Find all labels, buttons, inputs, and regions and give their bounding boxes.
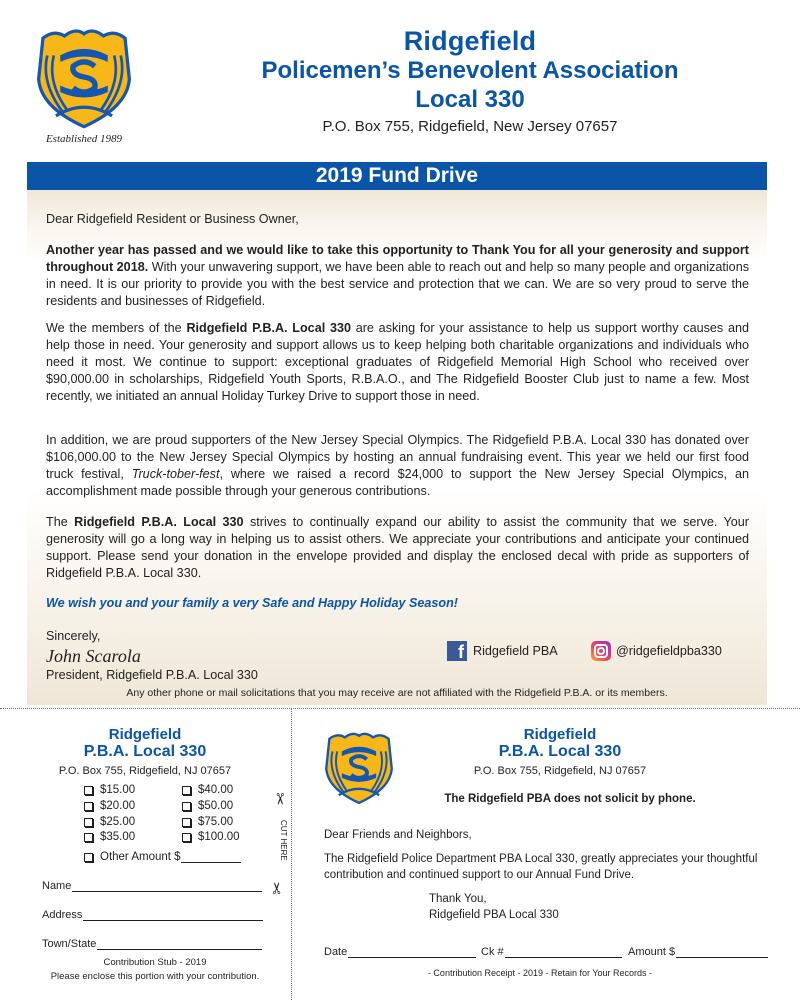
- signer-title: President, Ridgefield P.B.A. Local 330: [46, 668, 258, 682]
- amount-label: $50.00: [198, 800, 234, 812]
- amount-option-25[interactable]: [84, 816, 135, 828]
- pba-shield-badge-icon: [30, 22, 138, 132]
- no-phone-solicit-notice: The Ridgefield PBA does not solicit by phone.: [444, 793, 696, 805]
- cut-line-horizontal: [0, 708, 800, 709]
- town-state-input-line[interactable]: [97, 939, 262, 950]
- stub-title-local: P.B.A. Local 330: [83, 743, 207, 760]
- letter-paragraph-4: [46, 514, 749, 582]
- date-label: Date: [324, 946, 348, 958]
- check-number-field[interactable]: [481, 946, 622, 958]
- town-state-field[interactable]: [42, 938, 262, 950]
- p4-pre: The: [46, 515, 75, 529]
- letter-body: [27, 190, 767, 705]
- amount-option-100[interactable]: [182, 831, 240, 843]
- stub-instruction: Please enclose this portion with your contribution.: [50, 971, 260, 982]
- amount-label: $100.00: [198, 831, 240, 843]
- receipt-signoff: Ridgefield PBA Local 330: [429, 909, 559, 921]
- checkbox[interactable]: [84, 818, 93, 827]
- letter-closing: Sincerely,: [46, 629, 101, 643]
- holiday-wish: We wish you and your family a very Safe and Happy Holiday Season!: [46, 596, 458, 610]
- receipt-caption: - Contribution Receipt - 2019 - Retain for Your Records -: [427, 968, 653, 978]
- amount-option-other[interactable]: [84, 851, 241, 863]
- receipt-body: The Ridgefield Police Department PBA Local 330, greatly appreciates your thoughtful contribution and continued support to our Annual Fund Drive.: [324, 853, 758, 881]
- instagram-label: @ridgefieldpba330: [616, 644, 722, 658]
- scissors-icon: ✂: [270, 792, 288, 806]
- pba-shield-badge-icon: [320, 727, 398, 807]
- org-title-association: Policemen’s Benevolent Association: [261, 57, 679, 84]
- cut-here-label: [275, 820, 289, 870]
- facebook-label: Ridgefield PBA: [473, 644, 558, 658]
- instagram-icon: [591, 641, 611, 661]
- letter-paragraph-3: [46, 432, 749, 500]
- fund-drive-banner: 2019 Fund Drive: [27, 162, 767, 190]
- org-title-name: Ridgefield: [403, 26, 537, 56]
- name-label: Name: [42, 880, 72, 892]
- p2-text: are asking for your assistance to help us support worthy causes and help those in need. Your generosity and support allows us to keep helping both charitable organizations and individuals who need it most. We continue to support: exceptional graduates of Ridgefield Memorial High School who received over $90,000.00 in scholarships, Ridgefield Youth Sports, R.B.A.O., and The Ridgefield Booster Club just to name a few. Most recently, we initiated an annual Holiday Turkey Drive to support those in need.: [46, 321, 749, 403]
- address-input-line[interactable]: [83, 910, 263, 921]
- checkbox[interactable]: [84, 786, 93, 795]
- amount-option-15[interactable]: [84, 784, 135, 796]
- address-label: Address: [42, 909, 83, 921]
- org-address: P.O. Box 755, Ridgefield, New Jersey 07657: [322, 118, 618, 135]
- amount-input-line[interactable]: [676, 947, 768, 958]
- org-title-local: Local 330: [415, 86, 525, 113]
- amount-label: Amount $: [628, 946, 676, 958]
- check-number-input-line[interactable]: [505, 947, 622, 958]
- facebook-link[interactable]: [447, 640, 558, 662]
- p2-bold: Ridgefield P.B.A. Local 330: [186, 321, 351, 335]
- name-field[interactable]: [42, 880, 262, 892]
- p1-text: With your unwavering support, we have been able to reach out and help so many people and organizations in need. It is our priority to provide you with the best service and protection that we can. We are so very proud to serve the residents and businesses of Ridgefield.: [46, 260, 749, 308]
- other-amount-label: Other Amount $: [100, 851, 181, 863]
- amount-label: $15.00: [100, 784, 136, 796]
- p4-bold: Ridgefield P.B.A. Local 330: [74, 515, 244, 529]
- checkbox[interactable]: [182, 786, 191, 795]
- instagram-link[interactable]: [591, 640, 722, 662]
- date-field[interactable]: [324, 946, 476, 958]
- amount-option-20[interactable]: [84, 800, 135, 812]
- amount-label: $20.00: [100, 800, 136, 812]
- stub-address: P.O. Box 755, Ridgefield, NJ 07657: [58, 765, 232, 777]
- p3-pre: In addition, we are proud supporters of the New Jersey Special Olympics. The Ridgefield P.B.A. Local 330 has donated over $106,000.00 to the New Jersey Special Olympics by hosting an annual fundraising event. This year we held our first food truck festival,: [46, 433, 749, 481]
- check-number-label: Ck #: [481, 946, 504, 958]
- checkbox[interactable]: [84, 853, 93, 862]
- letter-salutation: Dear Ridgefield Resident or Business Owner,: [46, 212, 299, 226]
- p1-bold: Another year has passed and we would like to take this opportunity to Thank You for all your generosity and support throughout 2018.: [46, 243, 749, 274]
- checkbox[interactable]: [84, 802, 93, 811]
- receipt-thanks: Thank You,: [429, 893, 487, 905]
- other-amount-field[interactable]: [181, 852, 241, 863]
- amount-option-50[interactable]: [182, 800, 233, 812]
- amount-option-35[interactable]: [84, 831, 135, 843]
- amount-label: $35.00: [100, 831, 136, 843]
- stub-caption: Contribution Stub - 2019: [103, 957, 207, 968]
- p3-italic: Truck-tober-fest: [131, 467, 220, 481]
- checkbox[interactable]: [84, 833, 93, 842]
- receipt-salutation: Dear Friends and Neighbors,: [324, 829, 472, 841]
- scissors-icon: ✂: [269, 881, 287, 895]
- checkbox[interactable]: [182, 802, 191, 811]
- amount-label: $25.00: [100, 816, 136, 828]
- p3-text: , where we raised a record $24,000 to support the New Jersey Special Olympics, an accomplishment made possible through your generous contributions.: [46, 467, 749, 498]
- name-input-line[interactable]: [72, 881, 262, 892]
- signature-name: John Scarola: [46, 646, 141, 666]
- letter-paragraph-1: [46, 242, 749, 310]
- letter-paragraph-2: [46, 320, 749, 405]
- cut-here-text: CUT HERE: [279, 820, 288, 861]
- receipt-address: P.O. Box 755, Ridgefield, NJ 07657: [473, 765, 647, 777]
- receipt-title-local: P.B.A. Local 330: [498, 743, 622, 760]
- established-year: Established 1989: [45, 133, 123, 145]
- address-field[interactable]: [42, 909, 263, 921]
- p4-text: strives to continually expand our ability to assist the community that we serve. Your generosity will go a long way in helping us to assist others. We appreciate your contributions and anticipate your continued support. Please send your donation in the envelope provided and display the enclosed decal with pride as supporters of Ridgefield P.B.A. Local 330.: [46, 515, 749, 580]
- checkbox[interactable]: [182, 833, 191, 842]
- facebook-icon: f: [447, 641, 467, 661]
- checkbox[interactable]: [182, 818, 191, 827]
- amount-label: $40.00: [198, 784, 234, 796]
- amount-field[interactable]: [628, 946, 768, 958]
- p2-pre: We the members of the: [46, 321, 187, 335]
- amount-label: $75.00: [198, 816, 234, 828]
- date-input-line[interactable]: [348, 947, 476, 958]
- stub-title-name: Ridgefield: [108, 726, 182, 743]
- cut-line-vertical: [291, 708, 292, 1000]
- amount-option-75[interactable]: [182, 816, 233, 828]
- amount-option-40[interactable]: [182, 784, 233, 796]
- town-state-label: Town/State: [42, 938, 97, 950]
- solicitation-disclaimer: Any other phone or mail solicitations that you may receive are not affiliated with the Ridgefield P.B.A. or its members.: [126, 687, 668, 699]
- receipt-title-name: Ridgefield: [523, 726, 597, 743]
